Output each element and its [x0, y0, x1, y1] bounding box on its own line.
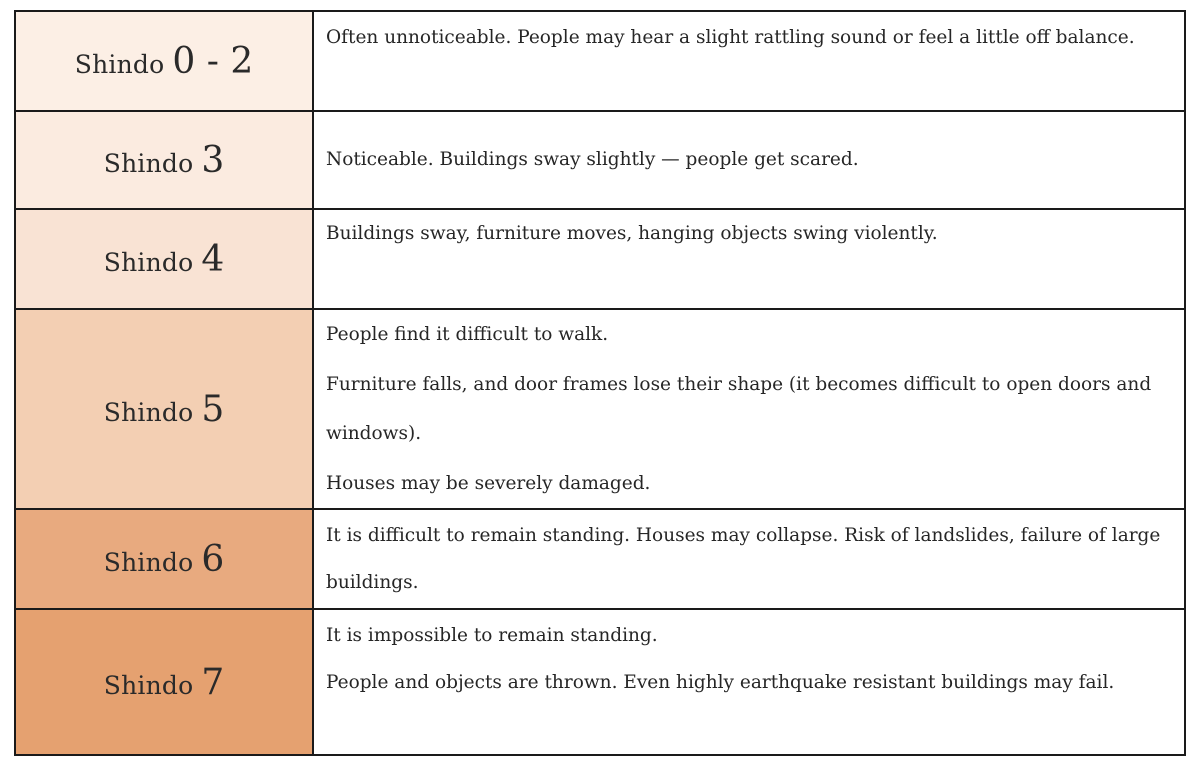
level-label: Shindo	[103, 397, 194, 427]
level-label: Shindo	[74, 49, 165, 79]
description-cell-shindo-0-2	[313, 11, 1185, 111]
description-line: People and objects are thrown. Even highly earthquake resistant buildings may fail.	[326, 672, 1115, 693]
description-line: It is difficult to remain standing. Houses may collapse. Risk of landslides, failure of large buildings.	[326, 525, 1161, 593]
description-line: Buildings sway, furniture moves, hanging objects swing violently.	[326, 223, 938, 244]
description-cell-shindo-5	[313, 309, 1185, 509]
level-number: 0 - 2	[172, 40, 254, 82]
table-row-shindo-0-2	[15, 11, 1185, 111]
description-line: Furniture falls, and door frames lose their shape (it becomes difficult to open doors and windows).	[326, 373, 1152, 444]
level-cell-shindo-6	[15, 509, 313, 609]
table-row-shindo-6	[15, 509, 1185, 609]
table-row-shindo-7	[15, 609, 1185, 755]
level-label: Shindo	[103, 547, 194, 577]
table-row-shindo-4	[15, 209, 1185, 309]
level-number: 5	[201, 388, 225, 430]
description-cell-shindo-7	[313, 609, 1185, 755]
level-label: Shindo	[103, 670, 194, 700]
level-cell-shindo-4	[15, 209, 313, 309]
description-line: Often unnoticeable. People may hear a slight rattling sound or feel a little off balance.	[326, 27, 1135, 48]
description-line: Noticeable. Buildings sway slightly — people get scared.	[326, 149, 859, 170]
description-cell-shindo-3	[313, 111, 1185, 209]
level-number: 4	[201, 238, 225, 280]
description-line: It is impossible to remain standing.	[326, 625, 658, 646]
level-number: 6	[201, 538, 225, 580]
level-number: 7	[201, 661, 225, 703]
level-cell-shindo-7	[15, 609, 313, 755]
description-line: Houses may be severely damaged.	[326, 472, 651, 494]
description-line: People find it difficult to walk.	[326, 324, 609, 345]
level-label: Shindo	[103, 247, 194, 277]
description-cell-shindo-4	[313, 209, 1185, 309]
shindo-scale-table	[14, 10, 1186, 756]
table-row-shindo-3	[15, 111, 1185, 209]
level-cell-shindo-3	[15, 111, 313, 209]
table-row-shindo-5	[15, 309, 1185, 509]
level-label: Shindo	[103, 148, 194, 178]
level-number: 3	[201, 139, 225, 181]
level-cell-shindo-0-2	[15, 11, 313, 111]
description-cell-shindo-6	[313, 509, 1185, 609]
level-cell-shindo-5	[15, 309, 313, 509]
